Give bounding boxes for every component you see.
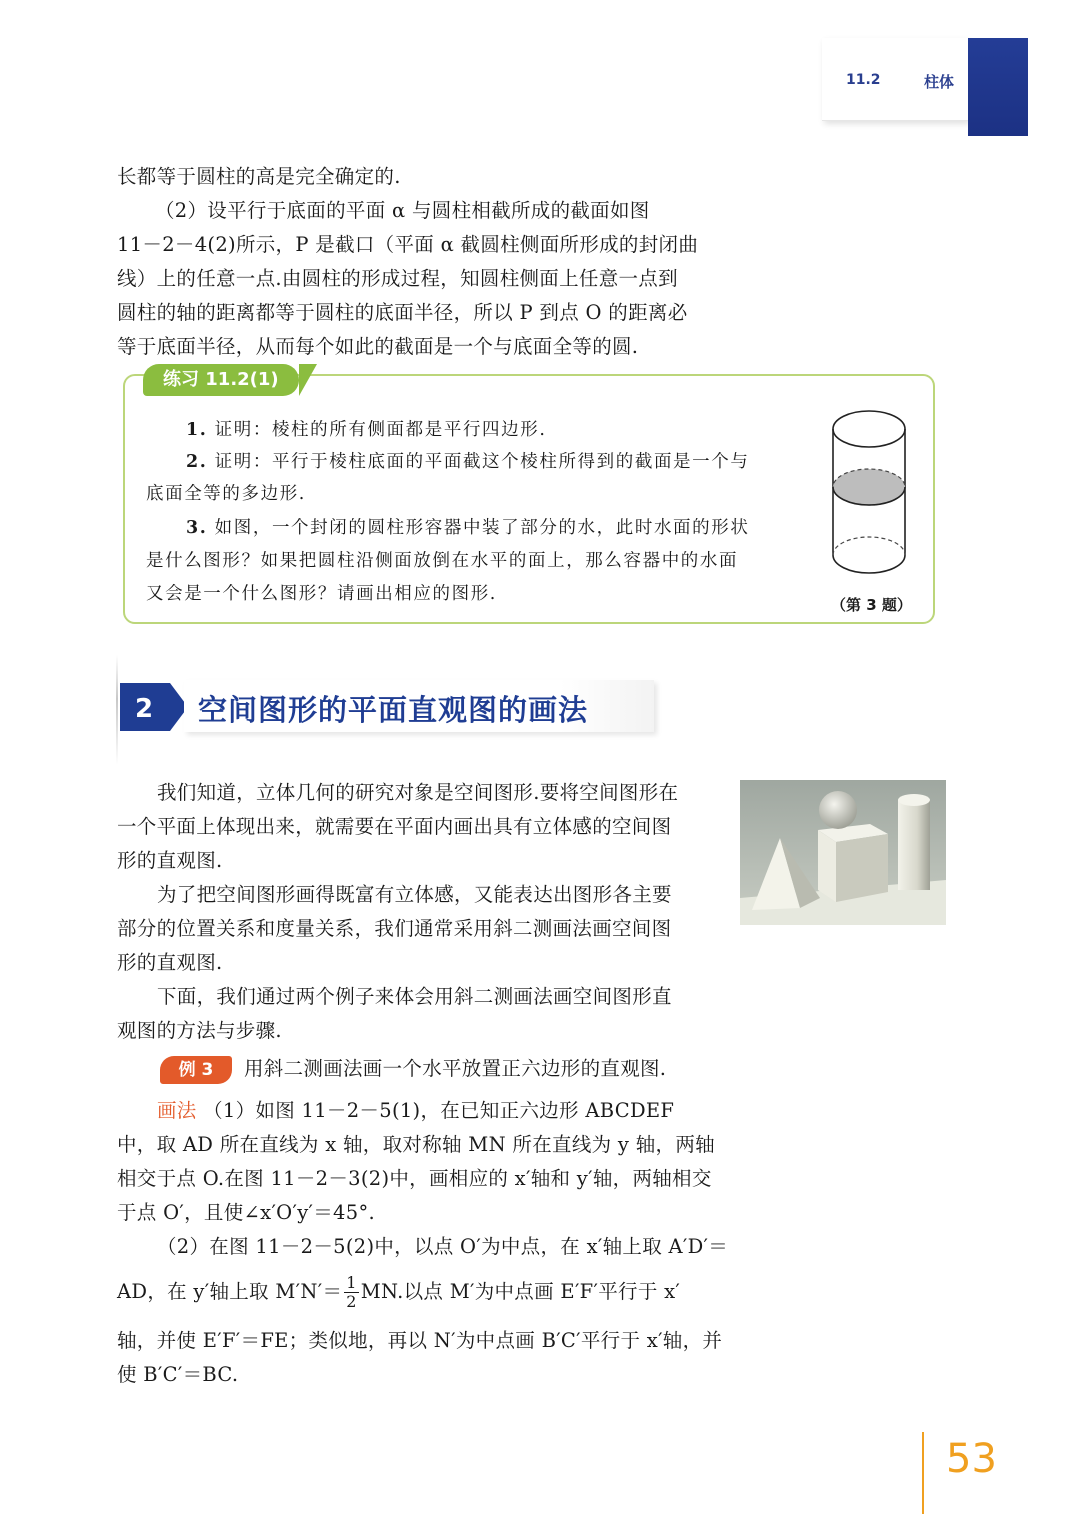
running-header	[822, 38, 1028, 136]
fraction-denominator: 2	[346, 1292, 357, 1311]
intro-line-3: 11－2－4(2)所示，P 是截口（平面 α 截圆柱侧面所形成的封闭曲	[117, 233, 699, 256]
method-step2-b2: MN.以点 M′为中点画 E′F′平行于 x′	[360, 1280, 681, 1303]
body-para3-line1: 下面，我们通过两个例子来体会用斜二测画法画空间图形直	[157, 985, 672, 1008]
body-para2-line3: 形的直观图.	[117, 951, 223, 974]
exercise-q3	[186, 512, 749, 544]
header-section-title: 柱体	[924, 73, 955, 91]
method-step1-a: （1）如图 11－2－5(1)，在已知正六边形 ABCDEF	[203, 1099, 675, 1122]
figure-caption: （第 3 题）	[831, 596, 912, 614]
page-number-rule	[922, 1432, 924, 1514]
q2-text-b: 底面全等的多边形.	[146, 484, 306, 504]
q3-number: 3.	[186, 518, 208, 538]
cylinder-figure	[826, 405, 912, 585]
section-number-badge	[120, 683, 188, 731]
fraction-one-half	[344, 1274, 358, 1311]
header-section-number: 11.2	[846, 72, 881, 88]
header-tab	[822, 38, 968, 121]
intro-line-4: 线）上的任意一点.由圆柱的形成过程，知圆柱侧面上任意一点到	[117, 267, 678, 290]
q1-number: 1.	[186, 420, 208, 440]
section-title: 空间图形的平面直观图的画法	[198, 693, 589, 727]
method-label: 画法	[157, 1099, 197, 1122]
method-step2-b1: AD，在 y′轴上取 M′N′＝	[117, 1280, 343, 1303]
q1-text: 证明：棱柱的所有侧面都是平行四边形.	[214, 420, 547, 440]
intro-line-2: （2）设平行于底面的平面 α 与圆柱相截所成的截面如图	[155, 199, 650, 222]
section-number: 2	[134, 694, 154, 724]
method-step2-c: 轴，并使 E′F′＝FE；类似地，再以 N′为中点画 B′C′平行于 x′轴，并	[117, 1329, 723, 1352]
body-para2-line1: 为了把空间图形画得既富有立体感，又能表达出图形各主要	[157, 883, 672, 906]
method-step1-b: 中，取 AD 所在直线为 x 轴，取对称轴 MN 所在直线为 y 轴，两轴	[117, 1133, 715, 1156]
header-color-block	[968, 38, 1028, 136]
q3-text-a: 如图，一个封闭的圆柱形容器中装了部分的水，此时水面的形状	[214, 518, 750, 538]
method-step2-a: （2）在图 11－2－5(2)中，以点 O′为中点，在 x′轴上取 A′D′＝	[157, 1235, 729, 1258]
page-number: 53	[946, 1436, 997, 1482]
exercise-tab: 练习 11.2(1)	[143, 364, 299, 396]
body-para3-line2: 观图的方法与步骤.	[117, 1019, 282, 1042]
section-accent-bar	[116, 655, 118, 765]
geometric-solids-image	[740, 780, 946, 925]
fraction-numerator: 1	[346, 1273, 357, 1292]
body-para2-line2: 部分的位置关系和度量关系，我们通常采用斜二测画法画空间图	[117, 917, 672, 940]
body-para1-line3: 形的直观图.	[117, 849, 223, 872]
exercise-q2	[186, 446, 749, 478]
body-para1-line1: 我们知道，立体几何的研究对象是空间图形.要将空间图形在	[157, 781, 679, 804]
method-line-1	[157, 1094, 757, 1128]
method-step1-c: 相交于点 O.在图 11－2－3(2)中，画相应的 x′轴和 y′轴，两轴相交	[117, 1167, 712, 1190]
example-label: 例 3	[160, 1056, 232, 1084]
method-step2-b	[117, 1274, 717, 1311]
exercise-q1	[186, 414, 547, 446]
q2-number: 2.	[186, 452, 208, 472]
method-step2-d: 使 B′C′＝BC.	[117, 1363, 239, 1386]
intro-line-5: 圆柱的轴的距离都等于圆柱的底面半径，所以 P 到点 O 的距离必	[117, 301, 688, 324]
q3-text-c: 又会是一个什么图形？请画出相应的图形.	[146, 584, 497, 604]
intro-line-6: 等于底面半径，从而每个如此的截面是一个与底面全等的圆.	[117, 335, 639, 358]
intro-line-1: 长都等于圆柱的高是完全确定的.	[117, 165, 401, 188]
example-statement: 用斜二测画法画一个水平放置正六边形的直观图.	[244, 1057, 667, 1080]
q2-text-a: 证明：平行于棱柱底面的平面截这个棱柱所得到的截面是一个与	[214, 452, 750, 472]
method-step1-d: 于点 O′，且使∠x′O′y′＝45°.	[117, 1201, 375, 1224]
q3-text-b: 是什么图形？如果把圆柱沿侧面放倒在水平的面上，那么容器中的水面	[146, 551, 739, 571]
body-para1-line2: 一个平面上体现出来，就需要在平面内画出具有立体感的空间图	[117, 815, 672, 838]
